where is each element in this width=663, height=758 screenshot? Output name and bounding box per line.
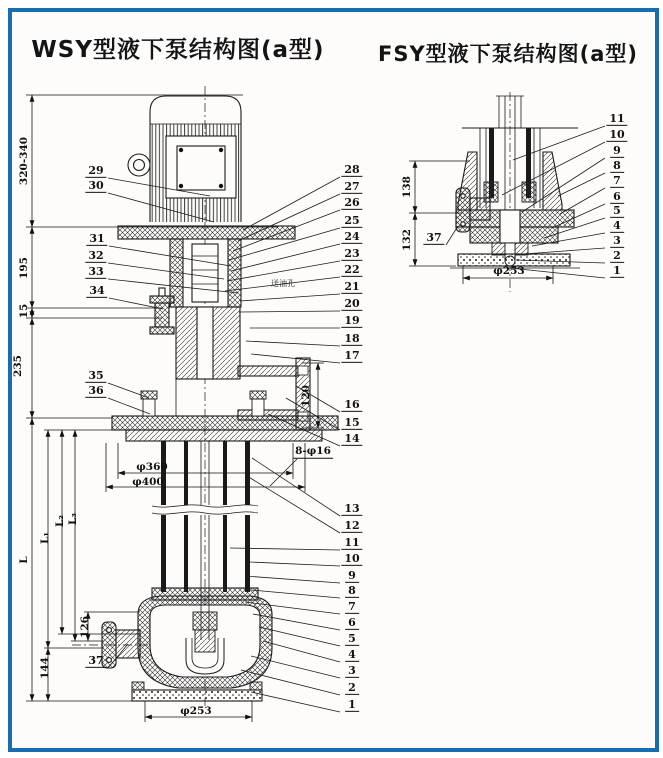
callout-33: 33 [85,266,106,279]
leader-line [108,383,149,398]
callout-7: 7 [610,175,624,188]
dim-label: 195 [17,257,30,279]
leader-line [446,226,458,245]
wsy-diagram-title: WSY型液下泵结构图(a型) [31,37,325,63]
callout-35: 35 [85,370,106,383]
callout-5: 5 [345,633,359,646]
dim-label: 144 [38,657,51,679]
leader-line [225,277,340,291]
callout-17: 17 [341,350,362,363]
dim-label: 120 [299,385,312,407]
pump-casing [72,588,272,701]
leader-line [245,576,340,583]
leader-line [263,641,340,662]
dim-label: φ253 [180,704,212,717]
callout-12: 12 [341,520,362,533]
callout-1: 1 [610,265,624,278]
callout-18: 18 [341,333,362,346]
callout-6: 6 [610,191,624,204]
dim-label: L [17,556,30,564]
callout-30: 30 [85,180,106,193]
dim-label: 15 [17,303,30,319]
callout-4: 4 [345,649,359,662]
fsy-pump-drawing [450,92,580,292]
callout-23: 23 [341,248,362,261]
callout-10: 10 [606,129,627,142]
callout-31: 31 [86,233,107,246]
callout-3: 3 [610,235,624,248]
dim-label: L₃ [66,513,79,525]
callout-37: 37 [423,232,444,245]
leader-line [251,590,340,598]
callout-26: 26 [341,197,362,210]
callout-9: 9 [345,570,359,583]
callout-20: 20 [341,298,362,311]
leader-line [240,294,340,301]
dim-label: 126 [78,616,91,638]
callout-21: 21 [341,281,362,294]
callout-29: 29 [85,165,106,178]
leader-line [227,261,340,281]
bottom-plate [132,690,262,701]
callout-16: 16 [341,399,362,412]
callout-37: 37 [85,655,106,668]
callout-25: 25 [341,215,362,228]
leader-line [231,244,340,271]
callout-24: 24 [341,231,362,244]
callout-22: 22 [341,264,362,277]
dim-label: 132 [400,229,413,251]
callout-7: 7 [345,601,359,614]
callout-1: 1 [345,699,359,712]
dim-label: 235 [11,355,24,377]
bottom-plate [458,254,570,266]
dim-label: φ400 [132,475,164,488]
leader-line [243,177,340,230]
dim-label: φ360 [136,460,168,473]
leader-line [247,476,340,533]
callout-11: 11 [341,537,362,550]
callout-15: 15 [341,417,362,430]
callout-3: 3 [345,665,359,678]
fsy-diagram-title: FSY型液下泵结构图(a型) [377,42,639,66]
callout-8: 8 [345,585,359,598]
callout-27: 27 [341,181,362,194]
column-pipes [152,441,262,592]
leader-line [239,311,340,312]
leader-line [524,248,605,254]
callout-2: 2 [345,682,359,695]
callout-14: 14 [341,433,362,446]
callout-11: 11 [606,113,627,126]
leader-line [250,562,340,566]
dim-label: φ253 [493,264,525,277]
callout-28: 28 [341,164,362,177]
callout-34: 34 [86,285,107,298]
callout-4: 4 [610,220,624,233]
dim-label: 138 [400,176,413,198]
callout-2: 2 [610,250,624,263]
callout-36: 36 [85,385,106,398]
callout-8: 8 [610,160,624,173]
dim-label: 送油孔 [271,279,295,288]
leader-line [510,268,605,278]
callout-13: 13 [341,503,362,516]
callout-10: 10 [341,553,362,566]
callout-32: 32 [85,250,106,263]
dim-label: L₁ [38,532,51,544]
callout-5: 5 [610,205,624,218]
callout-19: 19 [341,315,362,328]
dim-label: L₂ [53,515,66,527]
dim-label: 8-φ16 [295,444,331,457]
dim-label: 320-340 [17,136,30,186]
leader-line [246,341,340,346]
callout-9: 9 [610,145,624,158]
callout-6: 6 [345,617,359,630]
leader-line [558,173,605,196]
leader-line [251,692,340,712]
